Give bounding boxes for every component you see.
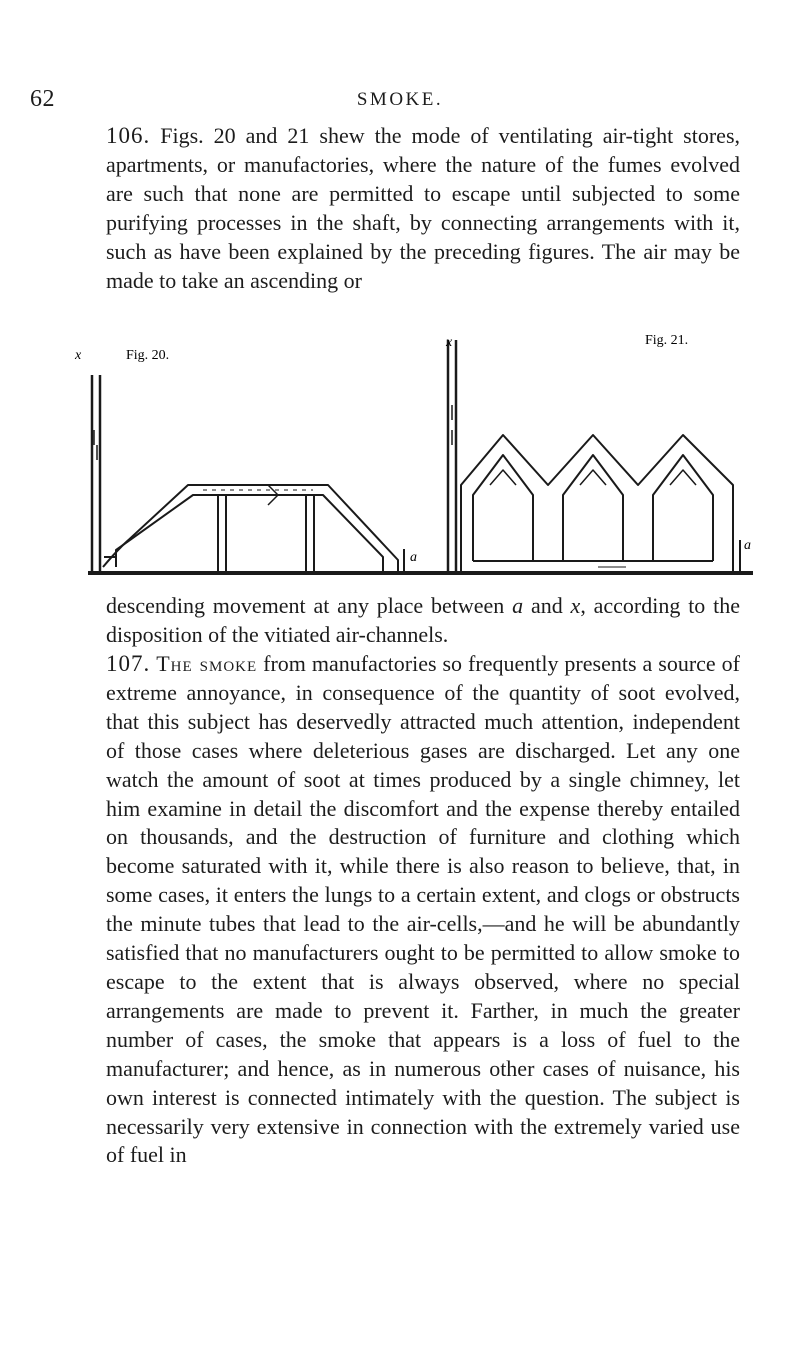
page-number: 62	[30, 86, 55, 112]
paragraph-107	[106, 650, 740, 1170]
continuation-text-3: , according to the disposition of the vitiated air-channels.	[106, 593, 741, 647]
paragraph-number: 106.	[106, 123, 151, 148]
continuation-text-2: and	[523, 593, 571, 618]
paragraph-text: from manufactories so frequently presents a source of extreme annoyance, in consequence of the quantity of soot evolved, that this subject has deservedly attracted much attention, independent of those cases where deleterious gases are discharged. Let any one watch the amount of soot at times produced by a single chimney, let him examine in detail the discomfort and the expense thereby entailed on thousands, and the destruction of furniture and clothing which become saturated with it, while there is also reason to believe, that, in some cases, it enters the lungs to a certain extent, and clogs or obstructs the minute tubes that lead to the air-cells,—and he will be abundantly satisfied that no manufacturers ought to be permitted to allow smoke to escape to the extent that is always observed, where no special arrangements are made to prevent it. Farther, in much the greater number of cases, the smoke that appears is a loss of fuel to the manufacturer; and hence, as in numerous other cases of nuisance, his own interest is connected intimately with the question. The subject is necessarily very extensive in connection with the extremely varied use of fuel in	[106, 651, 740, 1168]
fig20-pillar-1	[218, 495, 226, 573]
page-header	[30, 86, 770, 116]
fig20-roof-outer	[103, 485, 398, 573]
paragraph-106	[106, 122, 740, 295]
fig21-label-a: a	[744, 538, 751, 553]
fig21-caption: Fig. 21.	[645, 333, 689, 348]
fig21-vent-1	[490, 470, 516, 485]
fig20-pillar-2	[306, 495, 314, 573]
fig21-vent-2	[580, 470, 606, 485]
paragraph-text: Figs. 20 and 21 shew the mode of ventilating air-tight stores, apartments, or manufactories, where the nature of the fumes evolved are such that none are permitted to escape until subjected to some purifying processes in the shaft, by connecting arrangements with it, such as have been explained by the preceding figures. The air may be made to take an ascending or	[106, 123, 741, 293]
fig20-caption: Fig. 20.	[126, 348, 170, 363]
fig21-vent-3	[670, 470, 696, 485]
variable-x: x	[570, 593, 581, 618]
fig20-label-a: a	[410, 550, 417, 565]
paragraph-number: 107.	[106, 651, 151, 676]
fig20-shaft-arrow	[94, 430, 97, 460]
fig20-label-x: x	[75, 348, 82, 363]
running-title: SMOKE.	[356, 89, 444, 110]
fig20-roof-inner	[116, 495, 383, 573]
fig21-label-x: x	[446, 335, 453, 350]
paragraph-106-continuation	[106, 592, 740, 650]
continuation-text-1: descending movement at any place between	[106, 593, 513, 618]
ventilation-diagram	[75, 333, 758, 585]
lead-word: The smoke	[156, 651, 258, 676]
figures-20-21	[75, 333, 758, 585]
variable-a: a	[512, 593, 524, 618]
